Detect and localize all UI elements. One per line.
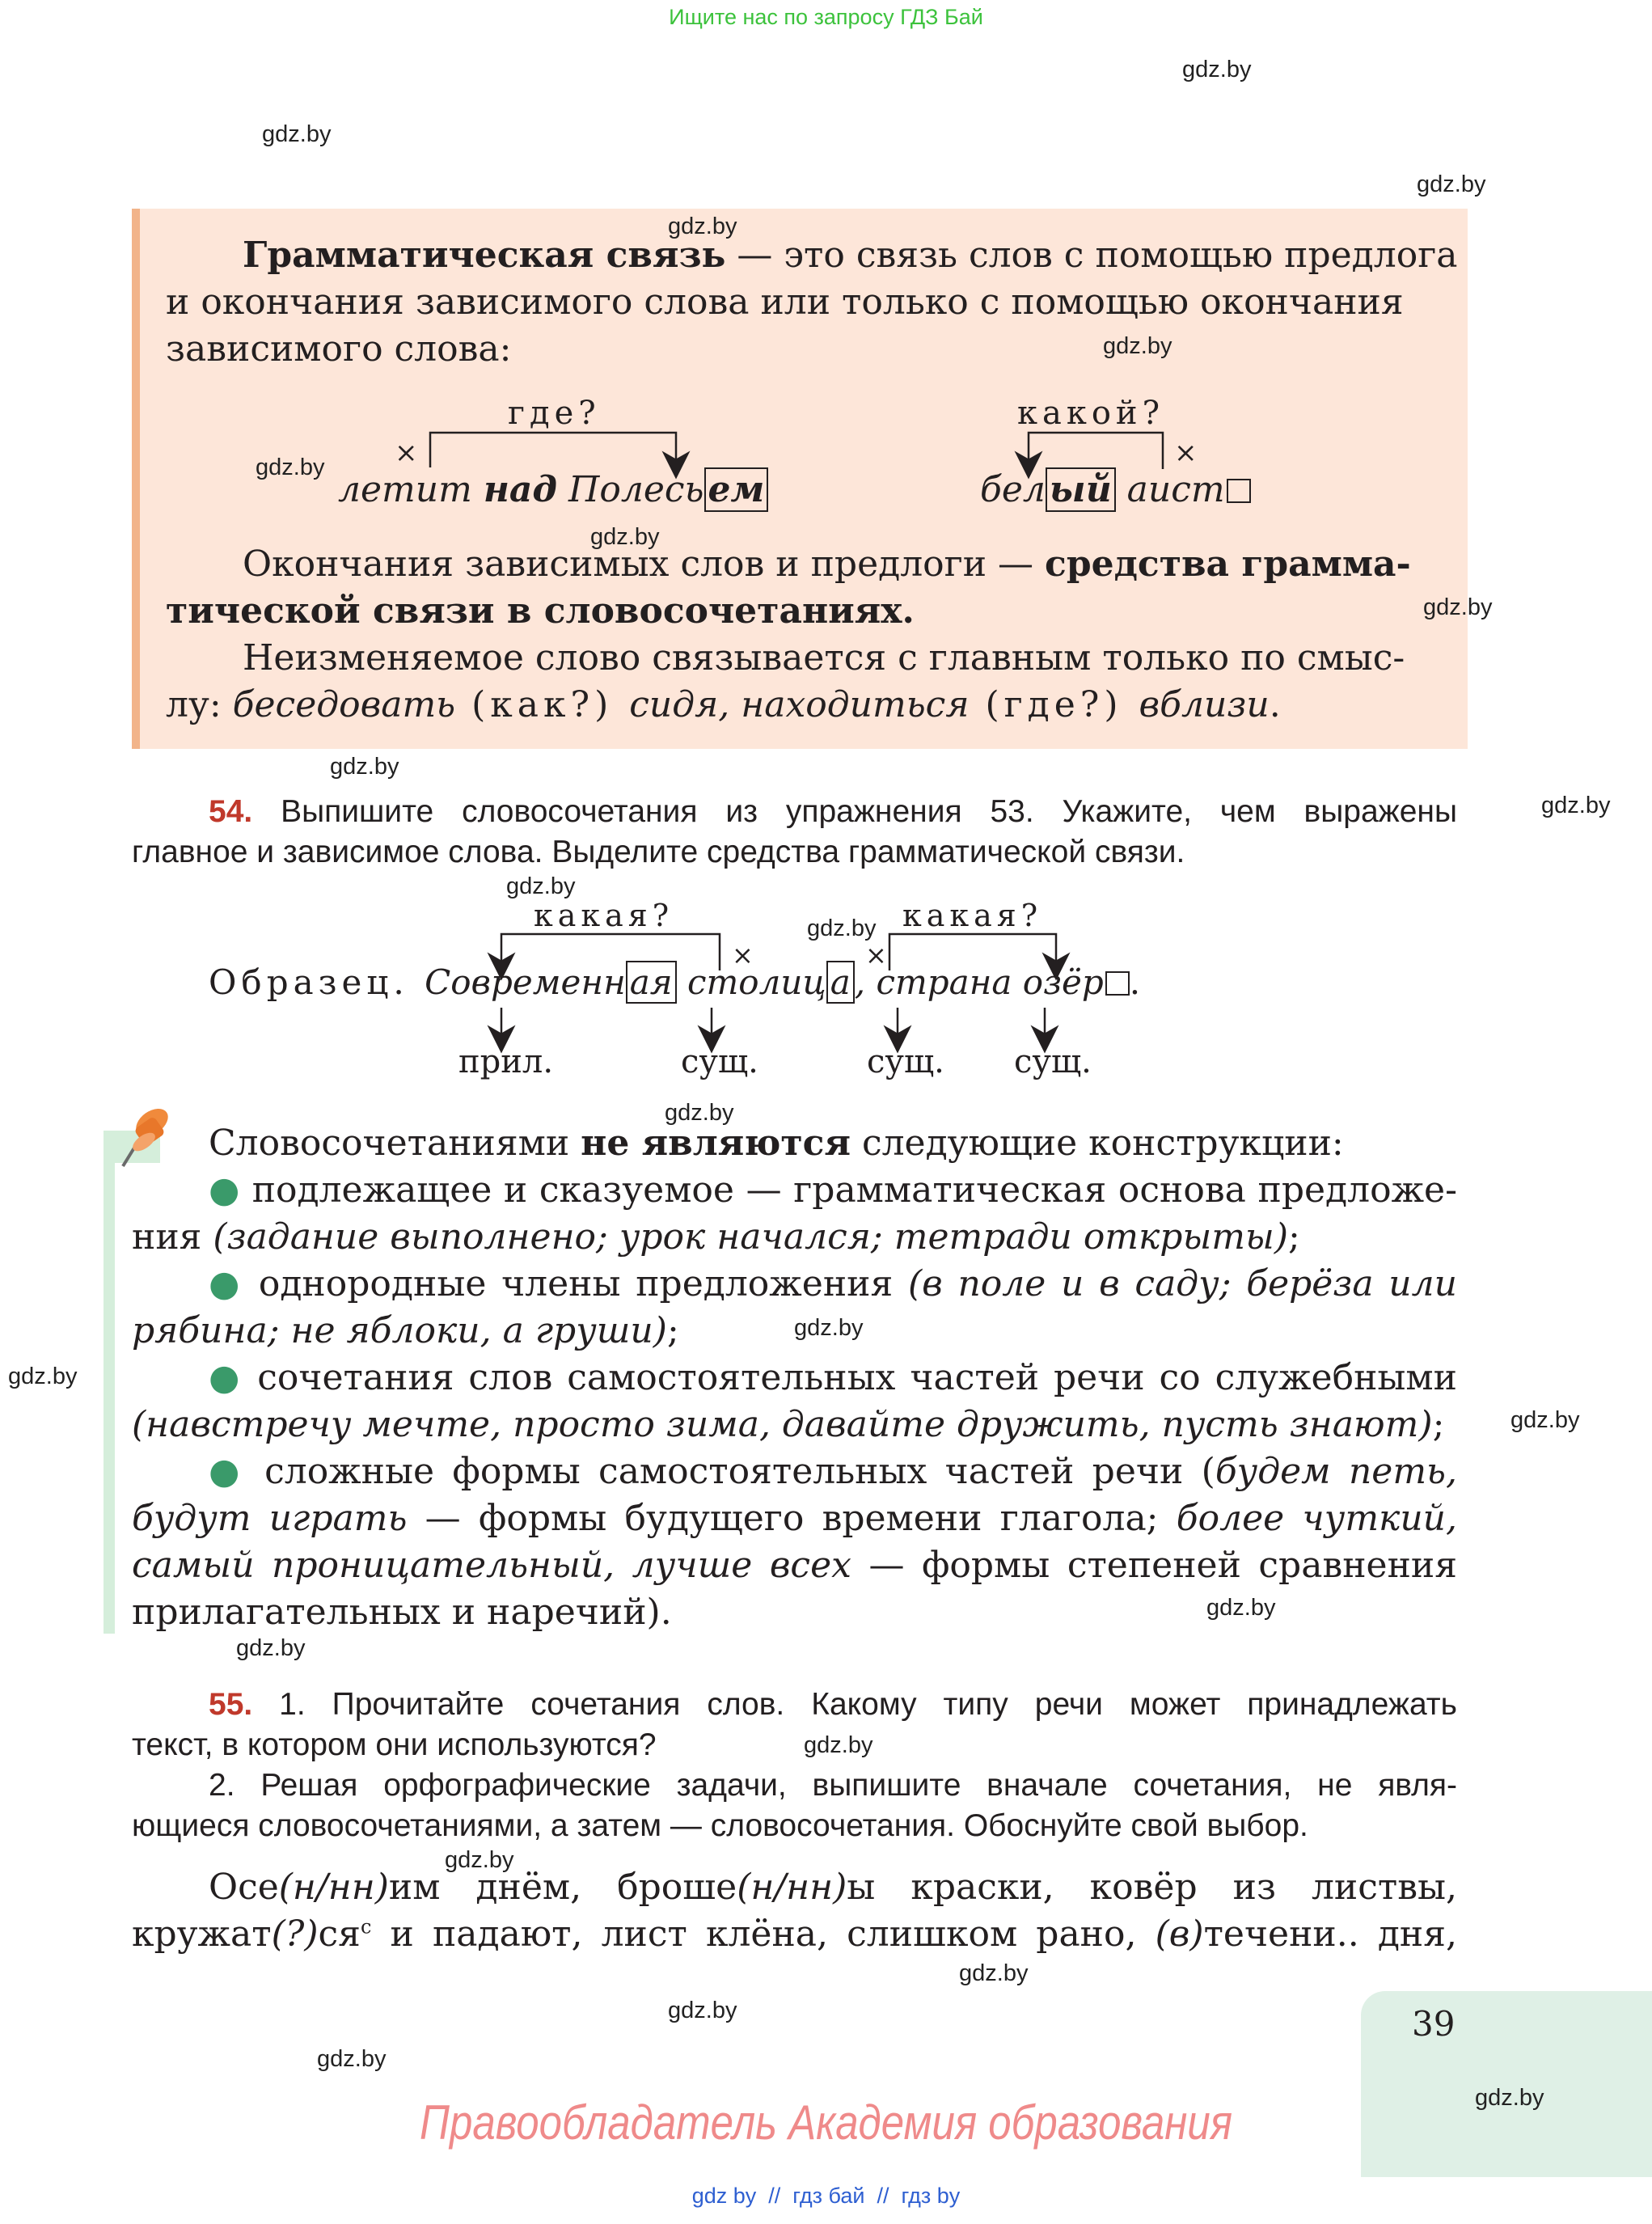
task-word: течени.. дня, bbox=[1203, 1913, 1457, 1955]
example-text: (в поле и в саду; берёза или bbox=[907, 1263, 1457, 1304]
bullet-icon: ● bbox=[209, 1169, 241, 1211]
term-bold: не являются bbox=[581, 1123, 851, 1164]
watermark: gdz.by bbox=[8, 1364, 78, 1389]
part-of-speech-label: сущ. bbox=[681, 1043, 758, 1080]
task-word: им днём, броше bbox=[388, 1867, 737, 1908]
example-text: будем петь, bbox=[1215, 1451, 1457, 1492]
example-word: беседовать bbox=[232, 684, 456, 725]
exercise-54-line-2: главное и зависимое слова. Выделите средства грамматической связи. bbox=[132, 835, 1185, 869]
note-text: следующие конструкции: bbox=[850, 1123, 1344, 1164]
note-text: — формы степеней сравнения bbox=[851, 1545, 1457, 1586]
bracket-line bbox=[430, 433, 676, 467]
note-text: ; bbox=[1432, 1404, 1445, 1445]
preposition: над bbox=[483, 469, 558, 510]
example-text: (навстречу мечте, просто зима, давайте дружить, пусть знают) bbox=[132, 1404, 1433, 1445]
word: столиц bbox=[676, 962, 826, 1002]
watermark: gdz.by bbox=[1541, 793, 1611, 818]
watermark: gdz.by bbox=[256, 455, 325, 480]
term-bold: средства грамма- bbox=[1045, 543, 1411, 585]
spelling-gap: (?) bbox=[271, 1913, 319, 1955]
question-which: какой? bbox=[1017, 395, 1165, 432]
term-bold: Грамматическая связь bbox=[243, 235, 726, 276]
note-text: сложные формы самостоятельных частей речи ( bbox=[264, 1451, 1215, 1492]
task-word: ся bbox=[318, 1913, 361, 1955]
exercise-number: 55. bbox=[209, 1687, 253, 1722]
note-text: подлежащее и сказуемое — грамматическая основа предложе- bbox=[251, 1169, 1457, 1211]
spelling-gap: (в) bbox=[1155, 1913, 1204, 1955]
exercise-55-line-4: ющиеся словосочетаниями, а затем — словосочетания. Обоснуйте свой выбор. bbox=[132, 1808, 1308, 1843]
word: бел bbox=[980, 469, 1046, 510]
watermark: gdz.by bbox=[1417, 171, 1486, 197]
watermark: gdz.by bbox=[668, 214, 737, 239]
watermark: gdz.by bbox=[506, 873, 576, 899]
rule-text: — это связь слов с помощью предлога bbox=[725, 235, 1458, 276]
question: (как?) bbox=[455, 684, 630, 725]
watermark: gdz.by bbox=[330, 754, 399, 780]
watermark: gdz.by bbox=[804, 1732, 873, 1758]
bullet-icon: ● bbox=[209, 1357, 243, 1398]
bullet-icon: ● bbox=[209, 1263, 244, 1304]
punctuation: . bbox=[1129, 962, 1141, 1002]
rule-para-3-line-1: Неизменяемое слово связывается с главным только по смыс- bbox=[243, 637, 1405, 679]
example-word: вблизи bbox=[1139, 684, 1270, 725]
exercise-55-line-2: текст, в котором они используются? bbox=[132, 1727, 657, 1762]
example-word: сидя, находиться bbox=[629, 684, 970, 725]
bracket-line bbox=[501, 934, 720, 970]
exercise-55-line-3: 2. Решая орфографические задачи, выпишите вначале сочетания, не явля- bbox=[209, 1768, 1457, 1803]
rule-text: . bbox=[1269, 684, 1281, 725]
ending-box: ая bbox=[626, 961, 677, 1004]
ending-box: ем bbox=[704, 467, 769, 512]
note-bullet-4-cont-3: прилагательных и наречий). bbox=[132, 1592, 672, 1633]
question: (где?) bbox=[969, 684, 1139, 725]
question-where: где? bbox=[508, 395, 601, 432]
word: Полесь bbox=[557, 469, 704, 510]
watermark: gdz.by bbox=[1206, 1595, 1276, 1621]
watermark: gdz.by bbox=[1182, 57, 1252, 82]
spelling-gap: (н/нн) bbox=[737, 1867, 847, 1908]
example-text: рябина; не яблоки, а груши) bbox=[132, 1310, 667, 1351]
rule-line-2: и окончания зависимого слова или только с помощью окончания bbox=[166, 281, 1404, 323]
watermark: gdz.by bbox=[668, 1998, 737, 2023]
question-which: какая? bbox=[534, 898, 674, 933]
bracket-line bbox=[1029, 433, 1163, 469]
rule-text: Окончания зависимых слов и предлоги — bbox=[243, 543, 1046, 585]
cross-mark: × bbox=[865, 940, 887, 970]
rule-line-3: зависимого слова: bbox=[166, 328, 512, 370]
part-of-speech-label: сущ. bbox=[1014, 1043, 1092, 1080]
watermark: gdz.by bbox=[959, 1960, 1029, 1986]
word: аист bbox=[1115, 469, 1225, 510]
example-text: будут играть bbox=[132, 1498, 408, 1539]
question-which: какая? bbox=[902, 898, 1043, 933]
bullet-icon: ● bbox=[209, 1451, 247, 1492]
pin-icon bbox=[123, 1103, 173, 1166]
superscript-mark: с bbox=[360, 1915, 372, 1939]
task-text: Выпишите словосочетания из упражнения 53. Укажите, чем выражены bbox=[252, 794, 1457, 829]
note-text: Словосочетаниями bbox=[209, 1123, 581, 1164]
note-text: — формы будущего времени глагола; bbox=[407, 1498, 1177, 1539]
note-text: однородные члены предложения bbox=[258, 1263, 908, 1304]
task-text: 1. Прочитайте сочетания слов. Какому типу речи может принадлежать bbox=[252, 1687, 1457, 1722]
note-text: сочетания слов самостоятельных частей речи со служебными bbox=[257, 1357, 1457, 1398]
note-text: ; bbox=[1288, 1216, 1300, 1258]
task-word: и падают, лист клёна, слишком рано, bbox=[371, 1913, 1156, 1955]
word: летит bbox=[338, 469, 484, 510]
watermark: gdz.by bbox=[262, 121, 332, 147]
watermark: gdz.by bbox=[665, 1100, 734, 1126]
watermark: gdz.by bbox=[317, 2046, 387, 2072]
cross-mark: × bbox=[732, 940, 754, 970]
rule-para-2-line-2: тической связи в словосочетаниях. bbox=[166, 590, 915, 632]
watermark: gdz.by bbox=[794, 1315, 864, 1341]
copyright: Правообладатель Академия образования bbox=[420, 2095, 1232, 2150]
rule-text: лу: bbox=[166, 684, 233, 725]
note-text: ния bbox=[132, 1216, 213, 1258]
example-text: более чуткий, bbox=[1176, 1498, 1457, 1539]
ending-box: ый bbox=[1046, 467, 1116, 512]
bracket-line bbox=[889, 934, 1056, 970]
word: Современн bbox=[425, 962, 626, 1002]
watermark: gdz.by bbox=[1475, 2085, 1544, 2111]
watermark: gdz.by bbox=[1423, 594, 1493, 620]
cross-mark: × bbox=[395, 437, 418, 469]
task-word: Осе bbox=[209, 1867, 279, 1908]
watermark: gdz.by bbox=[236, 1635, 306, 1661]
watermark: gdz.by bbox=[807, 915, 877, 941]
watermark: gdz.by bbox=[1103, 333, 1172, 359]
part-of-speech-label: сущ. bbox=[867, 1043, 944, 1080]
note-text: ; bbox=[666, 1310, 679, 1351]
watermark: gdz.by bbox=[1510, 1407, 1580, 1433]
task-word: кружат bbox=[132, 1913, 272, 1955]
part-of-speech-label: прил. bbox=[458, 1043, 554, 1080]
footer-links: gdz by // гдз бай // гдз by bbox=[691, 2184, 961, 2208]
cross-mark: × bbox=[1174, 437, 1198, 469]
watermark: gdz.by bbox=[445, 1847, 514, 1873]
word: , страна озёр bbox=[854, 962, 1104, 1002]
top-banner: Ищите нас по запросу ГДЗ Бай bbox=[669, 5, 983, 29]
task-word: ы краски, ковёр из листвы, bbox=[847, 1867, 1457, 1908]
example-text: (задание выполнено; урок начался; тетради открыты) bbox=[213, 1216, 1289, 1258]
sample-label: Образец. bbox=[209, 962, 425, 1002]
exercise-number: 54. bbox=[209, 794, 253, 829]
page-number: 39 bbox=[1412, 2004, 1456, 2044]
ending-box: а bbox=[826, 961, 855, 1004]
watermark: gdz.by bbox=[590, 524, 660, 550]
spelling-gap: (н/нн) bbox=[278, 1867, 389, 1908]
example-text: самый проницательный, лучше всех bbox=[132, 1545, 851, 1586]
